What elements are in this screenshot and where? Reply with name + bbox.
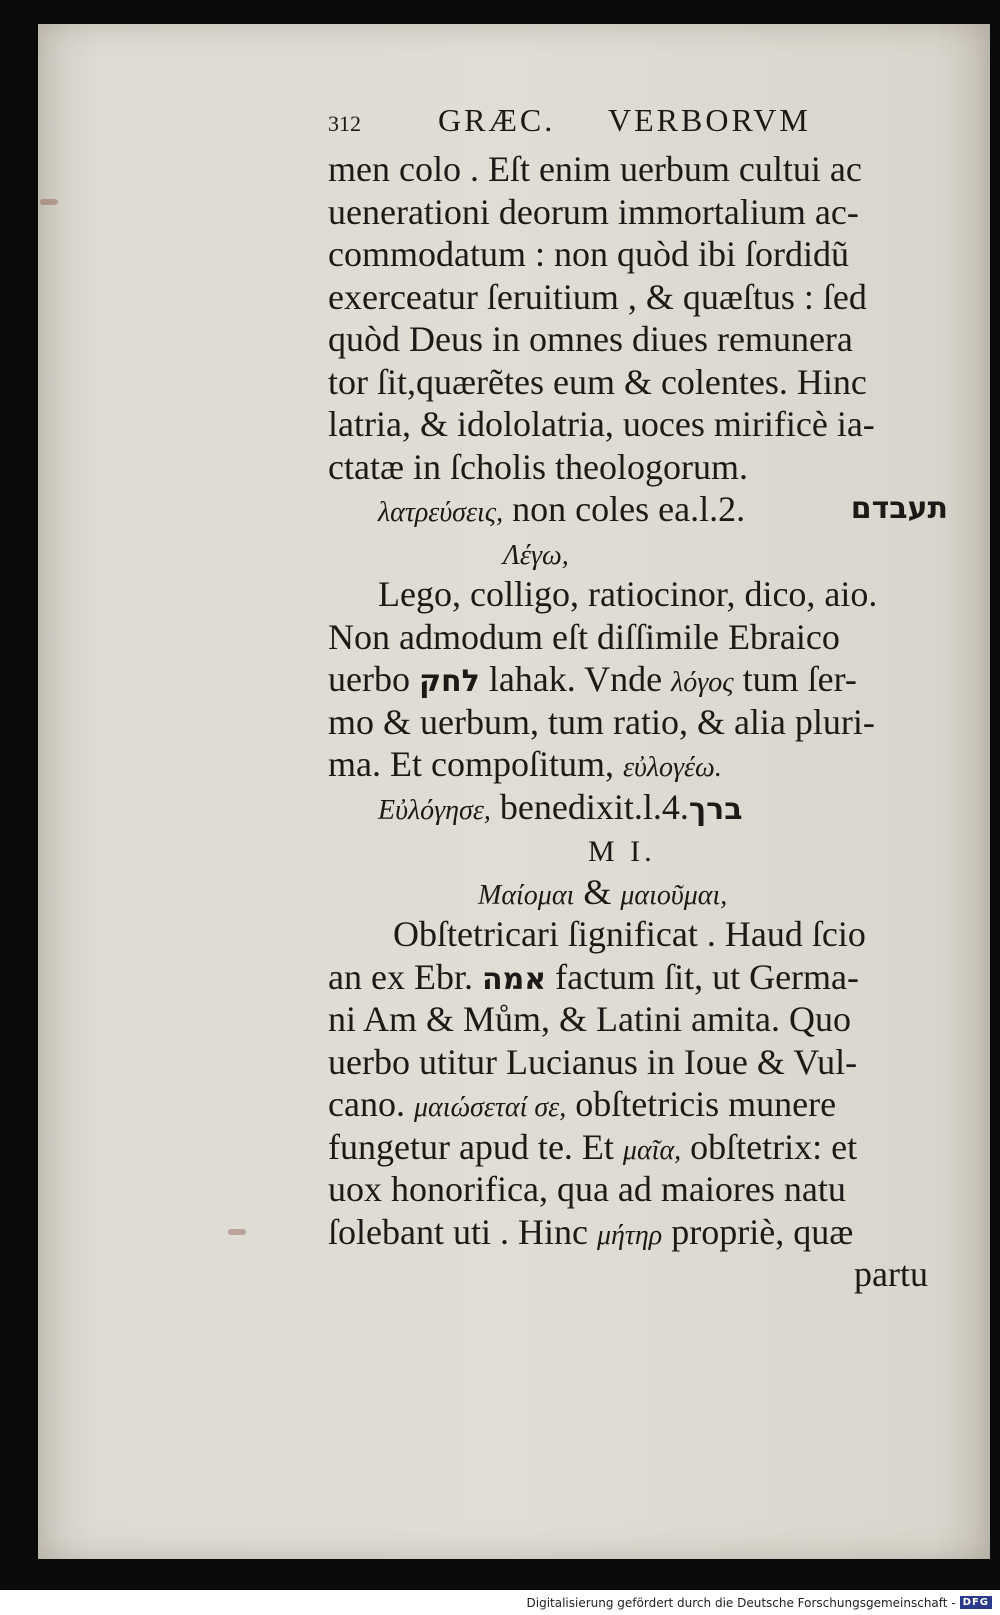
text-line: [328, 956, 948, 999]
edge-smudge: [40, 199, 58, 205]
hebrew-word: אמה: [481, 961, 547, 997]
text-span: obſtetricis munere: [566, 1084, 837, 1124]
text-line: quòd Deus in omnes diues remunera: [328, 319, 853, 359]
greek-word: Εὐλόγησε,: [378, 794, 491, 826]
entry-text: benedixit.l.4.: [490, 786, 689, 827]
hebrew-word: ברך: [688, 791, 743, 827]
catchword: partu: [854, 1254, 928, 1294]
text-line: [328, 743, 948, 786]
greek-word: εὐλογέω.: [622, 752, 722, 783]
dfg-logo: DFG: [960, 1596, 992, 1609]
text-span: ſolebant uti . Hinc: [328, 1211, 597, 1252]
section-heading: [328, 828, 948, 871]
greek-lemma: μαιοῦμαι,: [620, 879, 728, 911]
edge-smudge: [228, 1229, 246, 1235]
lemma-heading: [328, 531, 948, 574]
text-line: ctatæ in ſcholis theologorum.: [328, 446, 748, 487]
greek-word: μαιώσεταί σε,: [413, 1092, 567, 1123]
text-span: obſtetrix: et: [681, 1126, 858, 1167]
running-head: [328, 102, 948, 146]
book-page: [38, 24, 990, 1559]
greek-lemma: Μαίομαι: [478, 879, 575, 911]
text-span: tum ſer-: [733, 659, 857, 699]
text-line: uenerationi deorum immortalium ac-: [328, 191, 859, 232]
running-title-right: VERBORVM: [608, 102, 811, 138]
greek-word: λόγος: [671, 667, 734, 698]
greek-lemma: Λέγω,: [503, 539, 569, 571]
entry-text: non coles ea.l.2.: [503, 489, 746, 529]
text-span: lahak. Vnde: [479, 659, 672, 699]
entry-line: [328, 488, 948, 531]
text-span: fungetur apud te. Et: [328, 1126, 623, 1167]
text-line: latria, & idololatria, uoces mirificè ia-: [328, 404, 875, 444]
section-label: M I.: [588, 835, 656, 868]
hebrew-word: לחק: [418, 664, 480, 699]
text-line: men colo . Eſt enim uerbum cultui ac: [328, 149, 862, 189]
text-span: ma. Et compoſitum,: [328, 744, 623, 784]
greek-word: μαῖα,: [622, 1134, 682, 1166]
hebrew-word: תעבדם: [850, 491, 948, 526]
text-line: mo & uerbum, tum ratio, & alia pluri-: [328, 701, 875, 742]
text-line: [328, 1211, 948, 1254]
running-title-left: GRÆC.: [438, 102, 556, 138]
text-span: factum ſit, ut Germa-: [546, 956, 860, 997]
text-line: [328, 1083, 948, 1126]
text-span: &: [574, 871, 621, 912]
text-line: tor ſit,quærẽtes eum & colentes. Hinc: [328, 361, 867, 402]
lemma-heading: [328, 871, 948, 914]
page-text: [328, 102, 948, 1296]
text-span: uerbo: [328, 659, 419, 699]
entry-line: [328, 786, 948, 829]
greek-word: μήτηρ: [596, 1219, 663, 1251]
text-line: uox honorifica, qua ad maiores natu: [328, 1169, 846, 1209]
text-line: exerceatur ſeruitium , & quæſtus : ſed: [328, 276, 867, 317]
page-number: 312: [328, 111, 361, 136]
digitization-footer: [0, 1590, 1000, 1615]
greek-word: λατρεύσεις,: [378, 497, 504, 528]
text-span: an ex Ebr.: [328, 956, 482, 997]
footer-credit: Digitalisierung gefördert durch die Deutsche Forschungsgemeinschaft -: [526, 1595, 956, 1610]
text-span: propriè, quæ: [662, 1211, 854, 1252]
text-line: Lego, colligo, ratiocinor, dico, aio.: [378, 574, 878, 614]
text-line: [328, 658, 948, 701]
text-span: cano.: [328, 1084, 414, 1124]
text-line: ni Am & Mům, & Latini amita. Quo: [328, 999, 851, 1039]
text-line: uerbo utitur Lucianus in Ioue & Vul-: [328, 1041, 858, 1082]
text-line: commodatum : non quòd ibi ſordidũ: [328, 234, 849, 274]
text-line: Obſtetricari ſignificat . Haud ſcio: [393, 914, 866, 954]
text-line: Non admodum eſt diſſimile Ebraico: [328, 616, 840, 657]
text-line: [328, 1126, 948, 1169]
